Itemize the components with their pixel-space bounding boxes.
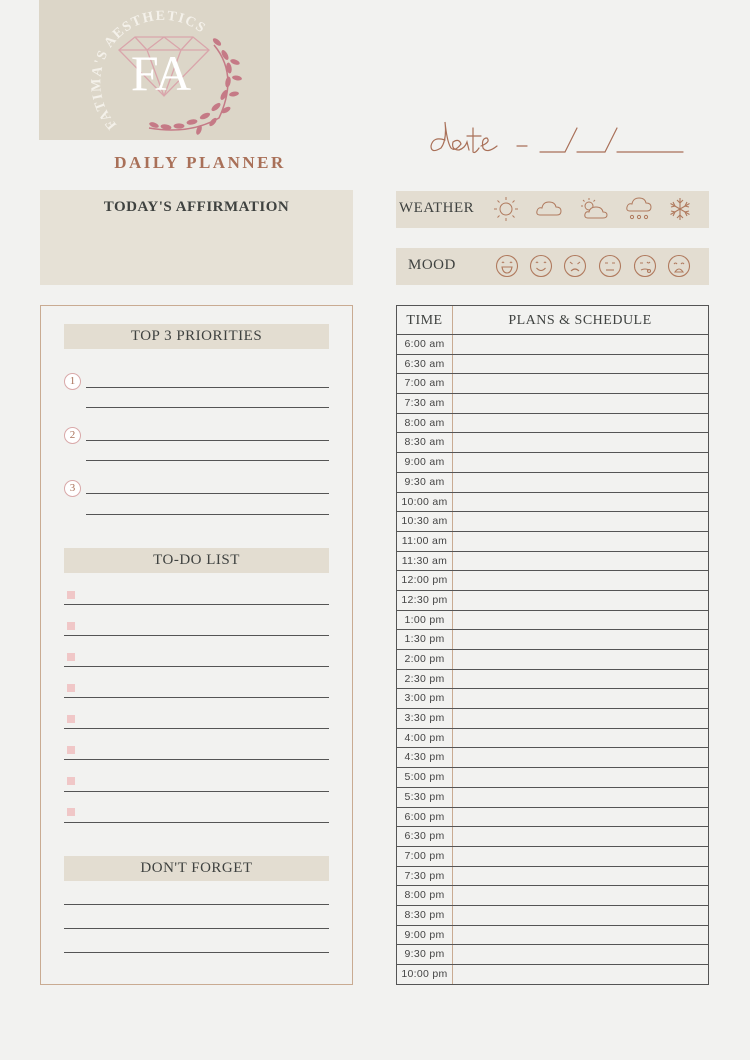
schedule-time: 6:30 pm	[404, 830, 445, 843]
schedule-row[interactable]	[397, 611, 708, 631]
schedule-row[interactable]	[397, 709, 708, 729]
schedule-row[interactable]	[397, 670, 708, 690]
priority-number-3: 3	[64, 480, 81, 497]
todo-checkbox[interactable]	[67, 591, 75, 599]
schedule-row[interactable]	[397, 768, 708, 788]
schedule-row[interactable]	[397, 493, 708, 513]
date-field[interactable]	[425, 108, 695, 168]
laughing-face-icon[interactable]	[494, 252, 520, 280]
priority-line[interactable]	[86, 493, 329, 494]
schedule-row[interactable]	[397, 689, 708, 709]
schedule-row[interactable]	[397, 630, 708, 650]
schedule-time: 8:00 am	[404, 416, 445, 429]
dont-forget-line[interactable]	[64, 952, 329, 953]
sad-face-icon[interactable]	[562, 252, 588, 280]
schedule-time: 11:00 am	[401, 534, 448, 547]
priority-line[interactable]	[86, 440, 329, 441]
todo-checkbox[interactable]	[67, 808, 75, 816]
schedule-time: 9:30 pm	[404, 948, 445, 961]
schedule-row[interactable]	[397, 433, 708, 453]
schedule-row[interactable]	[397, 886, 708, 906]
priority-line[interactable]	[86, 460, 329, 461]
schedule-row[interactable]	[397, 926, 708, 946]
schedule-row[interactable]	[397, 827, 708, 847]
todo-line[interactable]	[64, 728, 329, 729]
schedule-row[interactable]	[397, 453, 708, 473]
schedule-row[interactable]	[397, 591, 708, 611]
dont-forget-header: DON'T FORGET	[64, 856, 329, 881]
schedule-row[interactable]	[397, 808, 708, 828]
brand-logo	[39, 0, 270, 140]
weather-label: WEATHER	[399, 200, 475, 216]
todo-line[interactable]	[64, 791, 329, 792]
schedule-time: 10:30 am	[401, 515, 448, 528]
schedule-row[interactable]	[397, 650, 708, 670]
schedule-time: 8:00 pm	[404, 889, 445, 902]
todo-line[interactable]	[64, 635, 329, 636]
schedule-row[interactable]	[397, 414, 708, 434]
priority-line[interactable]	[86, 407, 329, 408]
todo-checkbox[interactable]	[67, 653, 75, 661]
schedule-row[interactable]	[397, 532, 708, 552]
todo-header: TO-DO LIST	[64, 548, 329, 573]
schedule-time: 6:00 pm	[404, 810, 445, 823]
schedule-row[interactable]	[397, 374, 708, 394]
schedule-row[interactable]	[397, 473, 708, 493]
affirmation-box[interactable]	[40, 190, 353, 285]
schedule-row[interactable]	[397, 552, 708, 572]
schedule-row[interactable]	[397, 394, 708, 414]
schedule-time: 2:30 pm	[404, 672, 445, 685]
schedule-time: 6:00 am	[404, 338, 445, 350]
priority-number-1: 1	[64, 373, 81, 390]
logo-monogram: FA	[130, 45, 192, 101]
dont-forget-line[interactable]	[64, 928, 329, 929]
logo-arc-text: FATIMA'S AESTHETICS	[89, 8, 209, 133]
todo-checkbox[interactable]	[67, 622, 75, 630]
schedule-row[interactable]	[397, 906, 708, 926]
todo-line[interactable]	[64, 822, 329, 823]
schedule-time: 11:30 am	[401, 554, 448, 567]
schedule-time: 12:30 pm	[401, 593, 448, 606]
neutral-face-icon[interactable]	[597, 252, 623, 280]
schedule-row[interactable]	[397, 729, 708, 749]
schedule-time: 5:30 pm	[404, 790, 445, 803]
todo-checkbox[interactable]	[67, 777, 75, 785]
priorities-header: TOP 3 PRIORITIES	[64, 324, 329, 349]
schedule-row[interactable]	[397, 945, 708, 965]
date-script-graphic	[425, 108, 695, 168]
todo-checkbox[interactable]	[67, 746, 75, 754]
schedule-time: 1:00 pm	[404, 613, 445, 626]
schedule-time: 10:00 pm	[401, 968, 448, 980]
weather-bar	[396, 191, 709, 228]
priority-number-2: 2	[64, 427, 81, 444]
schedule-row[interactable]	[397, 335, 708, 355]
partly-cloudy-icon[interactable]	[578, 195, 610, 223]
affirmation-title: TODAY'S AFFIRMATION	[103, 199, 290, 215]
schedule-time: 10:00 am	[401, 495, 448, 508]
smiling-face-icon[interactable]	[528, 252, 554, 280]
schedule-time: 5:00 pm	[404, 771, 445, 784]
schedule-time: 9:30 am	[404, 475, 445, 488]
schedule-time: 9:00 pm	[404, 928, 445, 941]
schedule-time: 7:00 pm	[404, 849, 445, 862]
todo-line[interactable]	[64, 759, 329, 760]
priority-line[interactable]	[86, 514, 329, 515]
schedule-time: 2:00 pm	[404, 653, 445, 665]
schedule-row[interactable]	[397, 788, 708, 808]
rain-icon[interactable]	[624, 195, 654, 223]
todo-checkbox[interactable]	[67, 684, 75, 692]
snowflake-icon[interactable]	[666, 195, 694, 223]
todo-checkbox[interactable]	[67, 715, 75, 723]
schedule-time: 4:00 pm	[404, 731, 445, 744]
schedule-time: 1:30 pm	[404, 633, 445, 646]
planner-left-panel	[40, 305, 353, 985]
schedule-row[interactable]	[397, 748, 708, 768]
schedule-time: 3:30 pm	[404, 712, 445, 725]
todo-line[interactable]	[64, 666, 329, 667]
schedule-time: 4:30 pm	[404, 751, 445, 764]
schedule-row[interactable]	[397, 867, 708, 887]
todo-line[interactable]	[64, 604, 329, 605]
plans-column-header: PLANS & SCHEDULE	[508, 313, 652, 328]
schedule-row[interactable]	[397, 965, 708, 985]
todo-line[interactable]	[64, 697, 329, 698]
schedule-rows	[397, 335, 708, 985]
schedule-row[interactable]	[397, 512, 708, 532]
logo-graphic	[39, 0, 270, 140]
schedule-time: 7:30 am	[404, 397, 445, 410]
dont-forget-line[interactable]	[64, 904, 329, 905]
schedule-time: 7:00 am	[404, 377, 445, 390]
schedule-row[interactable]	[397, 847, 708, 867]
schedule-time: 7:30 pm	[404, 869, 445, 882]
schedule-row[interactable]	[397, 355, 708, 375]
schedule-row[interactable]	[397, 571, 708, 591]
priority-line[interactable]	[86, 387, 329, 388]
mood-label: MOOD	[408, 257, 456, 273]
schedule-time: 12:00 pm	[401, 574, 448, 587]
schedule-time: 8:30 am	[404, 436, 445, 449]
winking-face-icon[interactable]	[632, 252, 658, 280]
cloud-icon[interactable]	[534, 195, 564, 223]
schedule-time: 9:00 am	[404, 456, 445, 469]
time-column-header: TIME	[406, 313, 443, 328]
crying-face-icon[interactable]	[666, 252, 692, 280]
page-title: DAILY PLANNER	[114, 153, 286, 172]
schedule-header-row	[397, 306, 708, 335]
schedule-time: 3:00 pm	[404, 692, 445, 705]
mood-bar	[396, 248, 709, 285]
schedule-time: 8:30 pm	[404, 908, 445, 921]
schedule-table	[396, 305, 709, 985]
schedule-time: 6:30 am	[404, 357, 445, 370]
sun-icon[interactable]	[492, 195, 520, 223]
